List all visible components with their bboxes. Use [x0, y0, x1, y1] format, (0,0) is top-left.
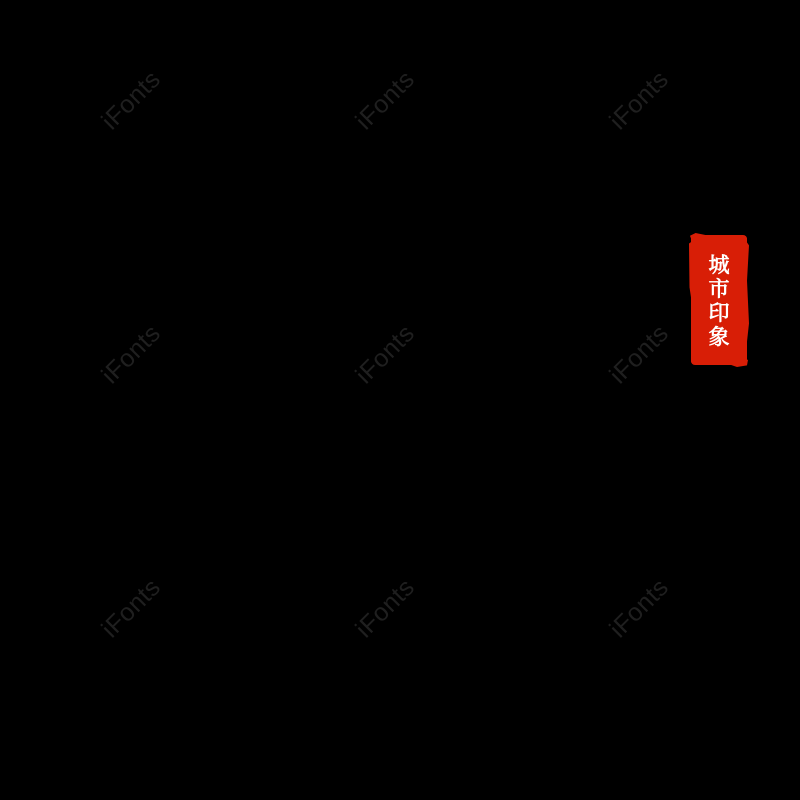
watermark-text: iFonts — [96, 65, 167, 136]
watermark-text: iFonts — [96, 319, 167, 390]
watermark-text: iFonts — [350, 65, 421, 136]
watermark-text: iFonts — [350, 573, 421, 644]
watermark-text: iFonts — [96, 573, 167, 644]
watermark-text: iFonts — [350, 319, 421, 390]
seal-characters — [692, 236, 746, 364]
seal-char-2: 市 — [708, 275, 730, 301]
red-seal-stamp — [692, 236, 746, 364]
watermark-text: iFonts — [604, 573, 675, 644]
seal-char-3: 印 — [708, 299, 730, 325]
watermark-text: iFonts — [604, 65, 675, 136]
watermark-text: iFonts — [604, 319, 675, 390]
seal-char-4: 象 — [708, 323, 730, 349]
seal-char-1: 城 — [708, 251, 730, 277]
